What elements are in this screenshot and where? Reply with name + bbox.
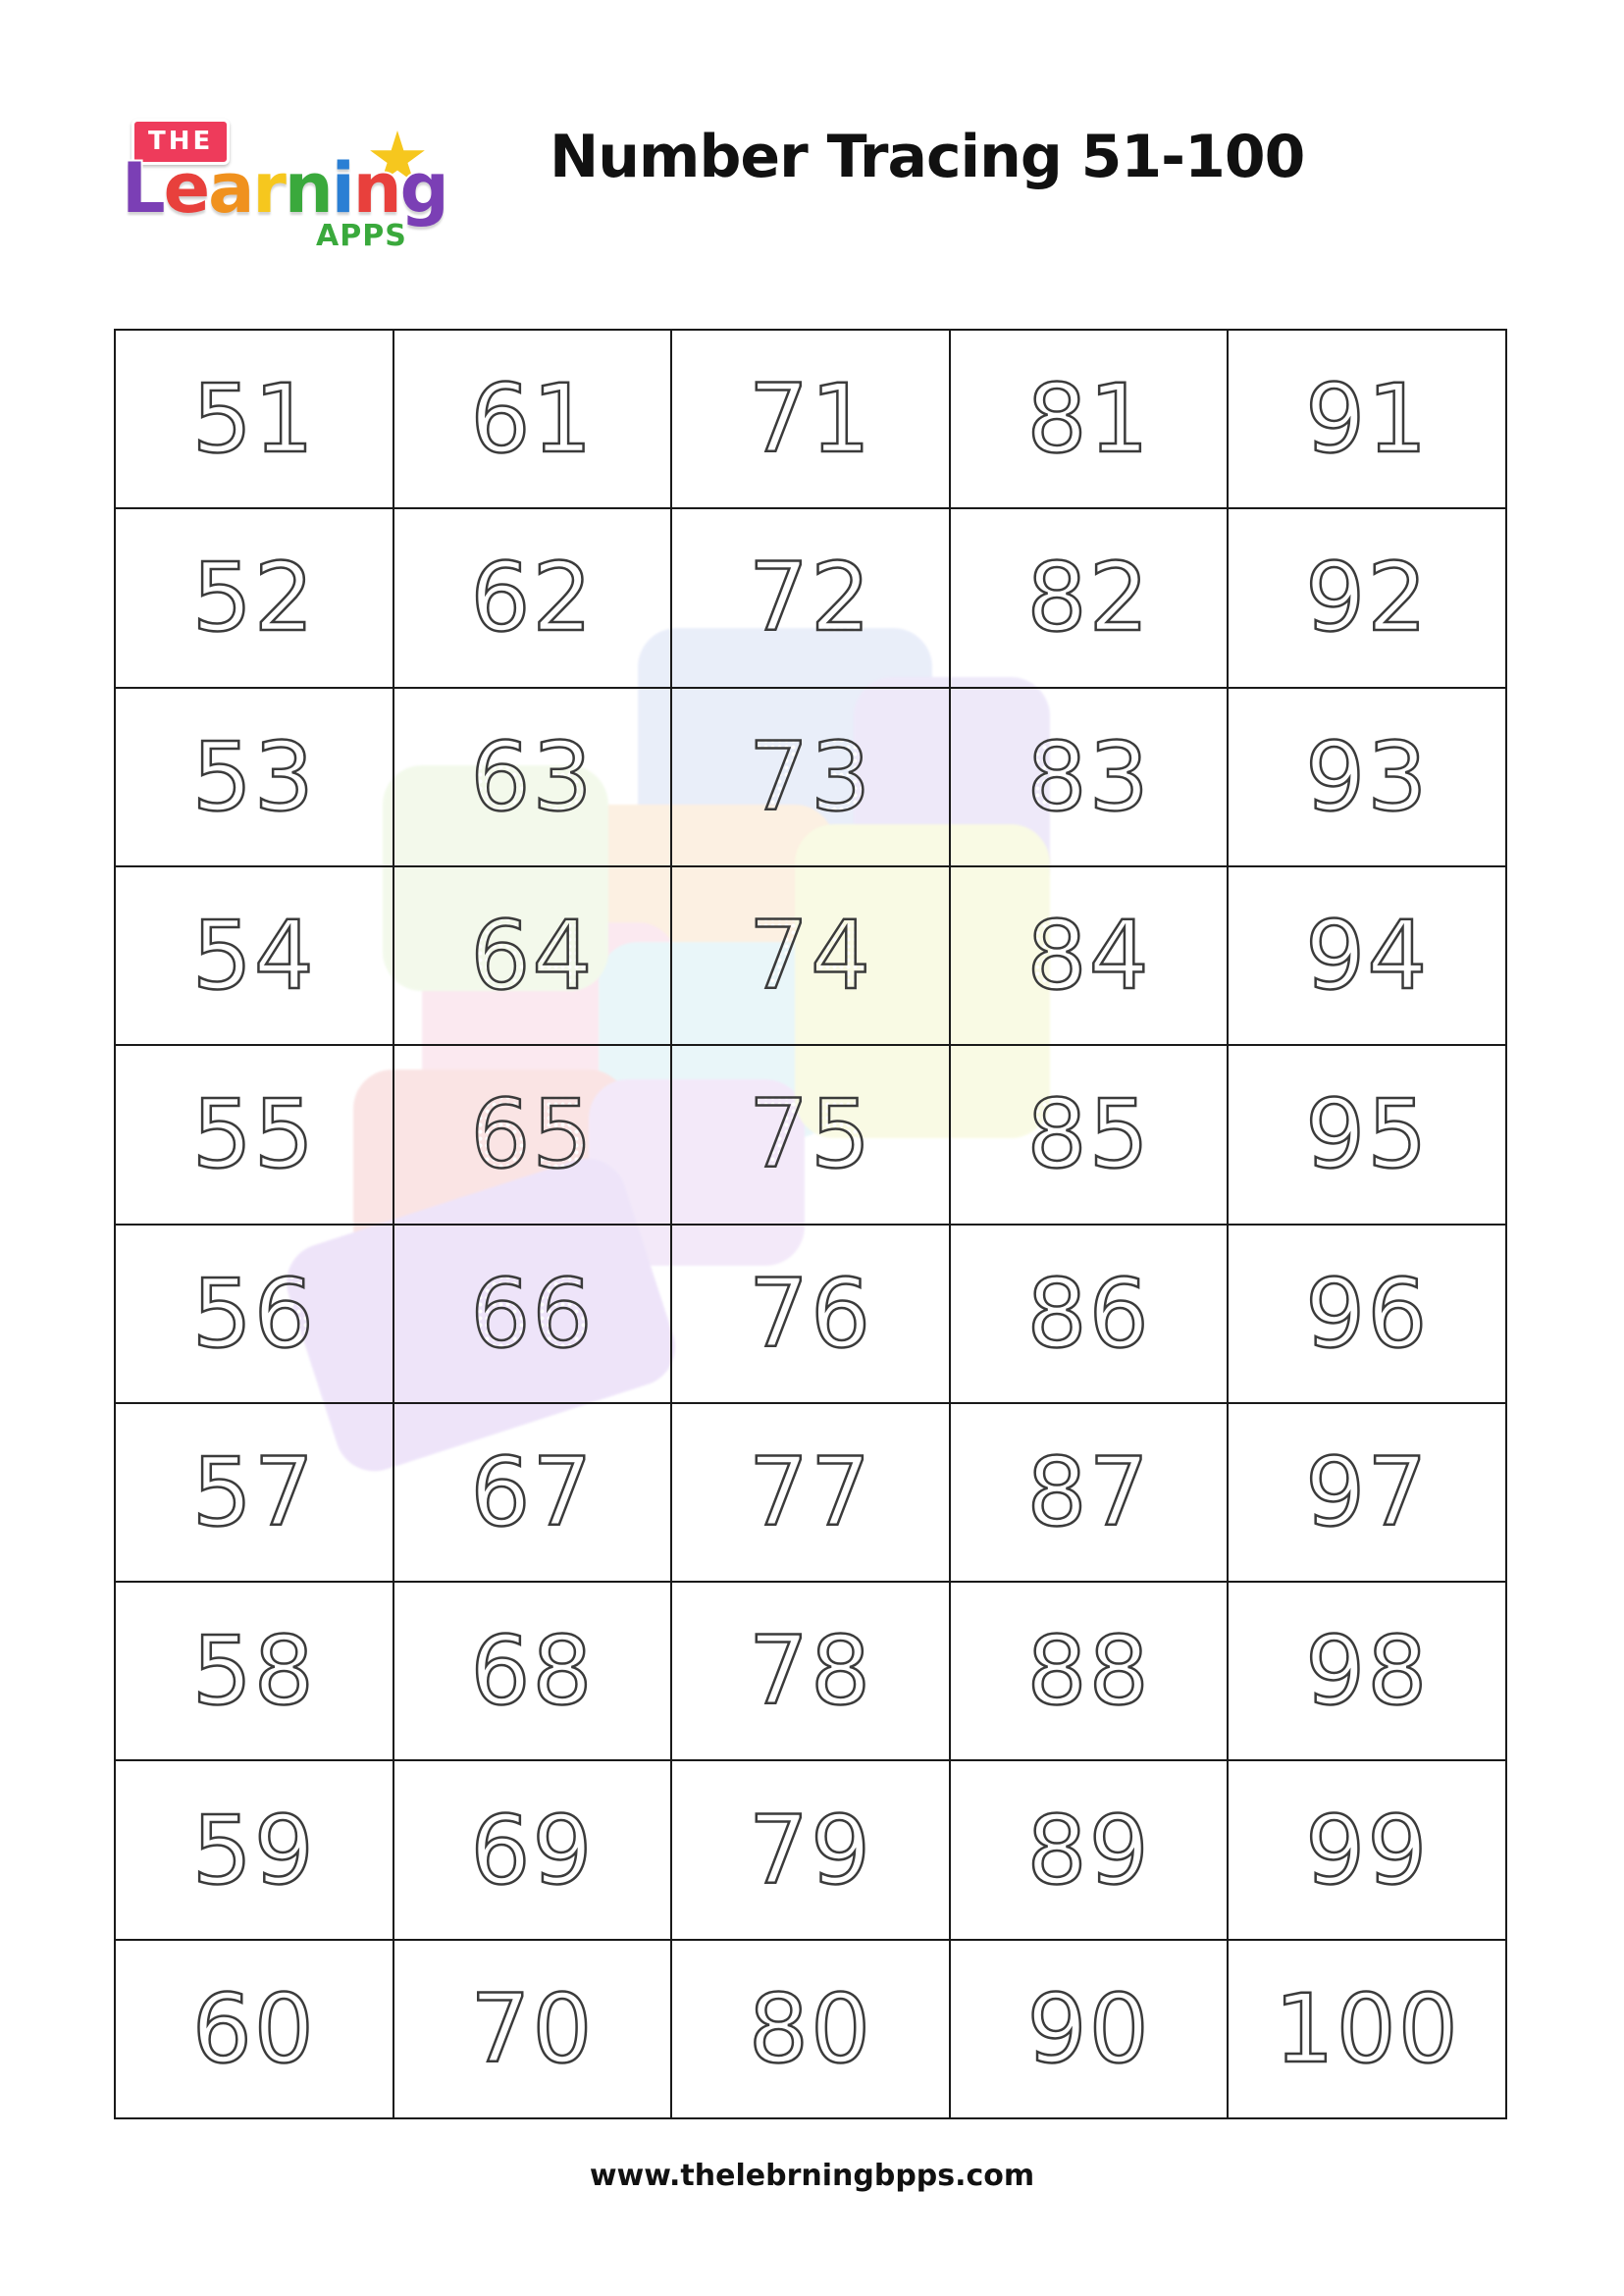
tracing-cell[interactable] xyxy=(1229,1046,1507,1225)
tracing-number: 97 xyxy=(1305,1436,1430,1547)
tracing-cell[interactable] xyxy=(951,331,1230,509)
tracing-cell[interactable] xyxy=(951,1046,1230,1225)
tracing-number: 60 xyxy=(191,1973,316,2084)
tracing-number: 79 xyxy=(748,1795,873,1905)
tracing-number: 51 xyxy=(191,364,316,475)
tracing-cell[interactable] xyxy=(672,1583,951,1761)
tracing-cell[interactable] xyxy=(116,1583,394,1761)
tracing-cell[interactable] xyxy=(394,867,673,1046)
tracing-number: 56 xyxy=(191,1258,316,1369)
tracing-number: 75 xyxy=(748,1079,873,1190)
tracing-number: 88 xyxy=(1026,1616,1151,1727)
tracing-cell[interactable] xyxy=(951,867,1230,1046)
tracing-cell[interactable] xyxy=(672,867,951,1046)
tracing-number: 54 xyxy=(191,901,316,1012)
tracing-number: 84 xyxy=(1026,901,1151,1012)
tracing-cell[interactable] xyxy=(1229,1761,1507,1940)
tracing-number: 74 xyxy=(748,901,873,1012)
logo-learning-text: Learning xyxy=(122,148,447,229)
tracing-cell[interactable] xyxy=(672,1046,951,1225)
tracing-cell[interactable] xyxy=(116,689,394,867)
tracing-number: 86 xyxy=(1026,1258,1151,1369)
tracing-number: 77 xyxy=(748,1436,873,1547)
tracing-cell[interactable] xyxy=(951,1583,1230,1761)
tracing-number: 71 xyxy=(748,364,873,475)
tracing-number: 96 xyxy=(1305,1258,1430,1369)
tracing-cell[interactable] xyxy=(672,689,951,867)
tracing-number: 65 xyxy=(470,1079,595,1190)
logo-the-badge: THE xyxy=(131,119,230,165)
tracing-cell[interactable] xyxy=(116,1046,394,1225)
tracing-number: 63 xyxy=(470,721,595,832)
tracing-number: 90 xyxy=(1026,1973,1151,2084)
tracing-cell[interactable] xyxy=(1229,1941,1507,2119)
tracing-number: 76 xyxy=(748,1258,873,1369)
tracing-cell[interactable] xyxy=(672,331,951,509)
tracing-number: 59 xyxy=(191,1795,316,1905)
tracing-number: 100 xyxy=(1274,1973,1460,2084)
tracing-cell[interactable] xyxy=(951,689,1230,867)
tracing-cell[interactable] xyxy=(1229,1583,1507,1761)
tracing-cell[interactable] xyxy=(394,1046,673,1225)
tracing-number: 80 xyxy=(748,1973,873,2084)
tracing-number: 85 xyxy=(1026,1079,1151,1190)
tracing-number: 89 xyxy=(1026,1795,1151,1905)
tracing-number: 61 xyxy=(470,364,595,475)
tracing-grid xyxy=(114,329,1507,2119)
logo-apps-text: APPS xyxy=(316,219,407,253)
tracing-cell[interactable] xyxy=(1229,331,1507,509)
tracing-number: 72 xyxy=(748,543,873,653)
tracing-number: 98 xyxy=(1305,1616,1430,1727)
tracing-cell[interactable] xyxy=(116,1226,394,1404)
tracing-number: 67 xyxy=(470,1436,595,1547)
tracing-number: 95 xyxy=(1305,1079,1430,1190)
tracing-cell[interactable] xyxy=(116,867,394,1046)
tracing-cell[interactable] xyxy=(116,1761,394,1940)
tracing-number: 91 xyxy=(1305,364,1430,475)
tracing-number: 92 xyxy=(1305,543,1430,653)
tracing-cell[interactable] xyxy=(672,1761,951,1940)
tracing-cell[interactable] xyxy=(394,509,673,688)
tracing-cell[interactable] xyxy=(951,1761,1230,1940)
tracing-number: 93 xyxy=(1305,721,1430,832)
tracing-number: 78 xyxy=(748,1616,873,1727)
page-title: Number Tracing 51-100 xyxy=(550,123,1305,191)
tracing-cell[interactable] xyxy=(394,689,673,867)
tracing-cell[interactable] xyxy=(672,1226,951,1404)
logo xyxy=(106,101,498,258)
tracing-cell[interactable] xyxy=(951,1941,1230,2119)
tracing-cell[interactable] xyxy=(116,1941,394,2119)
tracing-number: 52 xyxy=(191,543,316,653)
tracing-cell[interactable] xyxy=(672,509,951,688)
tracing-cell[interactable] xyxy=(116,1404,394,1583)
tracing-number: 73 xyxy=(748,721,873,832)
tracing-number: 94 xyxy=(1305,901,1430,1012)
tracing-number: 83 xyxy=(1026,721,1151,832)
tracing-number: 58 xyxy=(191,1616,316,1727)
page-header xyxy=(0,93,1624,270)
tracing-number: 82 xyxy=(1026,543,1151,653)
tracing-number: 81 xyxy=(1026,364,1151,475)
tracing-cell[interactable] xyxy=(672,1404,951,1583)
tracing-number: 55 xyxy=(191,1079,316,1190)
tracing-number: 53 xyxy=(191,721,316,832)
tracing-cell[interactable] xyxy=(951,1404,1230,1583)
tracing-cell[interactable] xyxy=(394,1761,673,1940)
tracing-cell[interactable] xyxy=(1229,689,1507,867)
tracing-cell[interactable] xyxy=(394,1226,673,1404)
tracing-number: 57 xyxy=(191,1436,316,1547)
tracing-cell[interactable] xyxy=(672,1941,951,2119)
tracing-cell[interactable] xyxy=(394,1941,673,2119)
tracing-cell[interactable] xyxy=(1229,509,1507,688)
tracing-number: 70 xyxy=(470,1973,595,2084)
footer-url[interactable]: www.thelebrningbpps.com xyxy=(589,2159,1035,2193)
tracing-cell[interactable] xyxy=(951,1226,1230,1404)
tracing-cell[interactable] xyxy=(951,509,1230,688)
tracing-cell[interactable] xyxy=(1229,1404,1507,1583)
tracing-number: 69 xyxy=(470,1795,595,1905)
tracing-cell[interactable] xyxy=(394,1404,673,1583)
tracing-number: 68 xyxy=(470,1616,595,1727)
tracing-number: 87 xyxy=(1026,1436,1151,1547)
tracing-cell[interactable] xyxy=(1229,867,1507,1046)
tracing-cell[interactable] xyxy=(116,331,394,509)
tracing-number: 64 xyxy=(470,901,595,1012)
tracing-cell[interactable] xyxy=(394,331,673,509)
tracing-cell[interactable] xyxy=(394,1583,673,1761)
tracing-cell[interactable] xyxy=(116,509,394,688)
tracing-cell[interactable] xyxy=(1229,1226,1507,1404)
tracing-number: 66 xyxy=(470,1258,595,1369)
tracing-number: 62 xyxy=(470,543,595,653)
tracing-number: 99 xyxy=(1305,1795,1430,1905)
